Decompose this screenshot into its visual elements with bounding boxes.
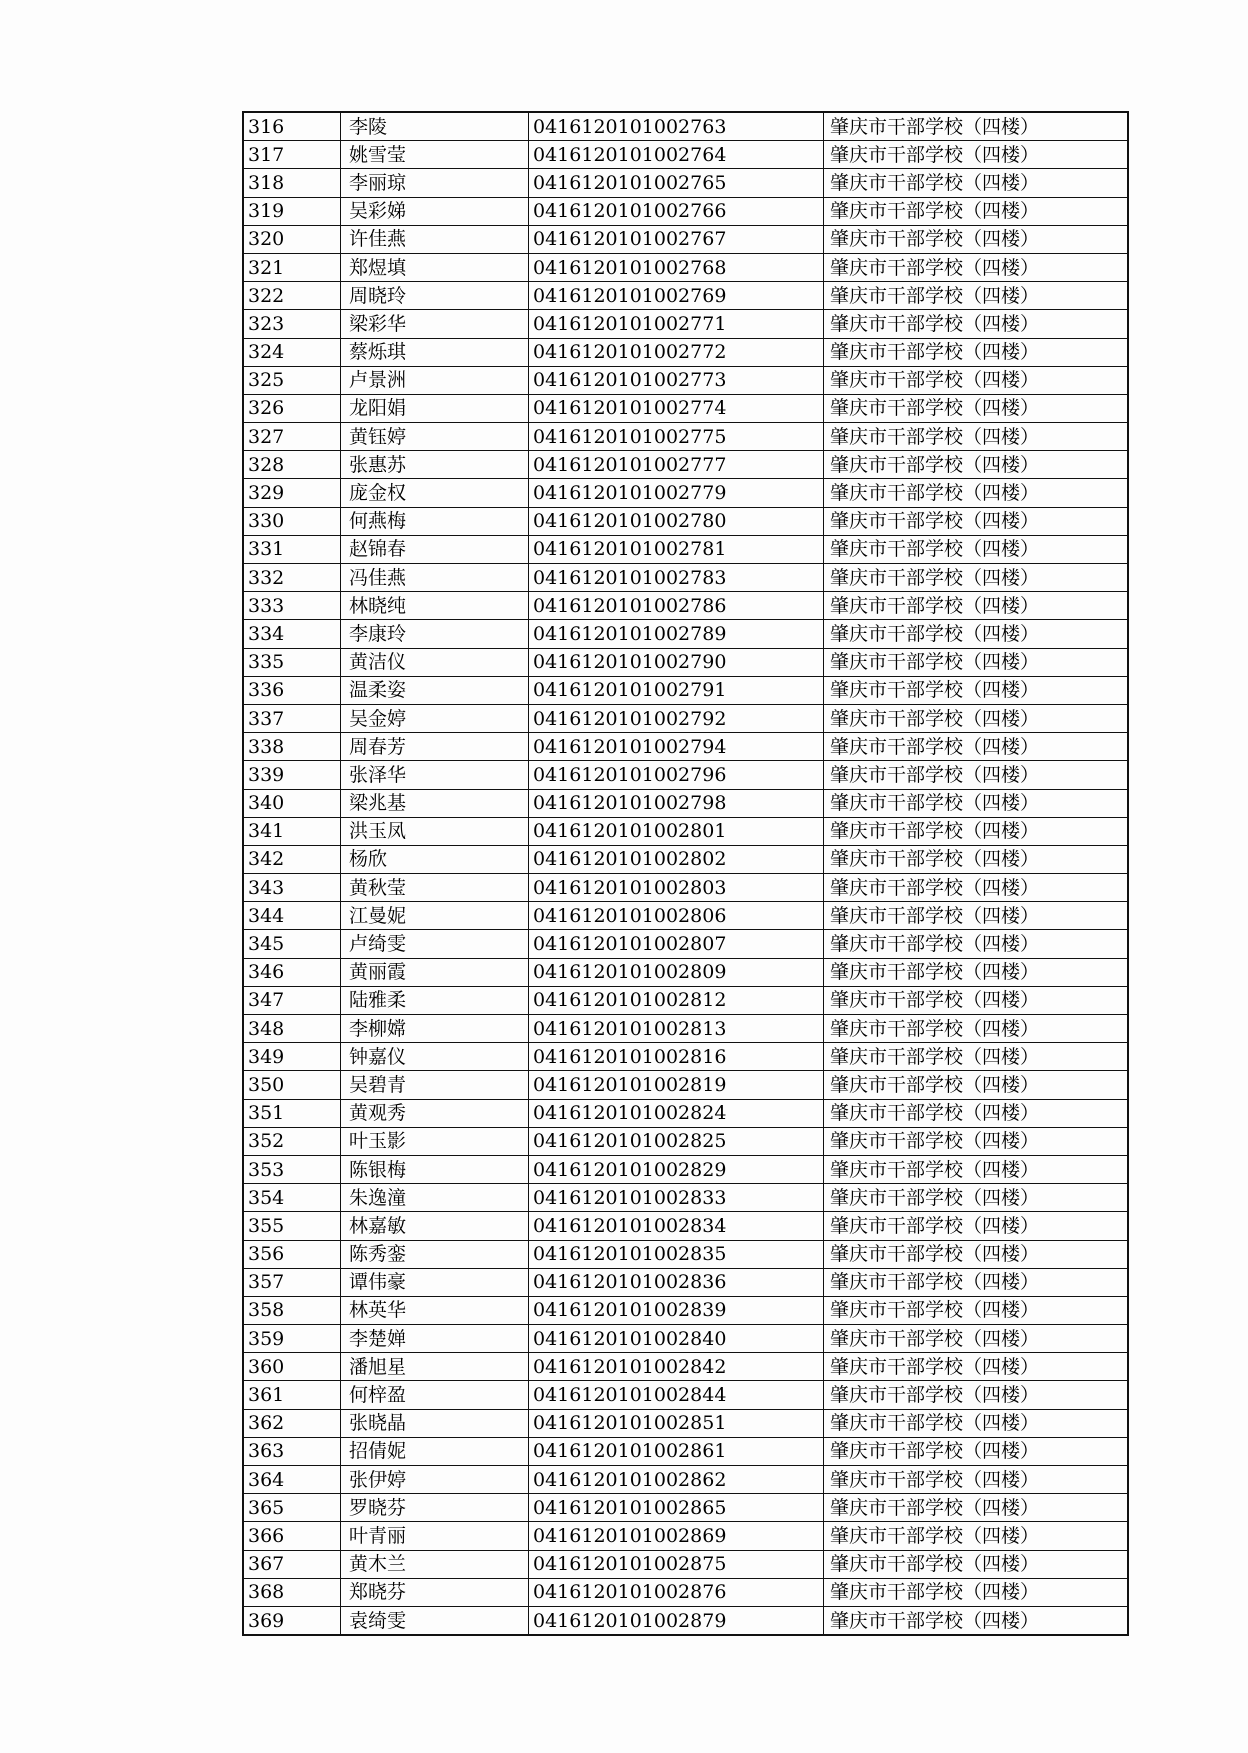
candidate-id: 0416120101002780 <box>529 507 824 535</box>
row-number: 322 <box>243 282 341 310</box>
row-number: 347 <box>243 986 341 1014</box>
exam-site: 肇庆市干部学校（四楼） <box>824 1015 1129 1043</box>
candidate-id: 0416120101002875 <box>529 1550 824 1578</box>
exam-site: 肇庆市干部学校（四楼） <box>824 169 1129 197</box>
table-row <box>243 930 1128 958</box>
candidate-id: 0416120101002790 <box>529 648 824 676</box>
candidate-name: 林嘉敏 <box>341 1212 529 1240</box>
row-number: 330 <box>243 507 341 535</box>
table-row <box>243 253 1128 281</box>
exam-site: 肇庆市干部学校（四楼） <box>824 1127 1129 1155</box>
roster-body <box>243 112 1128 1635</box>
table-row <box>243 1043 1128 1071</box>
candidate-id: 0416120101002851 <box>529 1409 824 1437</box>
exam-site: 肇庆市干部学校（四楼） <box>824 902 1129 930</box>
table-row <box>243 733 1128 761</box>
table-row <box>243 1522 1128 1550</box>
row-number: 361 <box>243 1381 341 1409</box>
row-number: 360 <box>243 1353 341 1381</box>
row-number: 357 <box>243 1268 341 1296</box>
candidate-id: 0416120101002865 <box>529 1494 824 1522</box>
exam-site: 肇庆市干部学校（四楼） <box>824 366 1129 394</box>
candidate-id: 0416120101002798 <box>529 789 824 817</box>
exam-site: 肇庆市干部学校（四楼） <box>824 1466 1129 1494</box>
row-number: 340 <box>243 789 341 817</box>
candidate-id: 0416120101002801 <box>529 817 824 845</box>
exam-site: 肇庆市干部学校（四楼） <box>824 1325 1129 1353</box>
candidate-id: 0416120101002769 <box>529 282 824 310</box>
row-number: 350 <box>243 1071 341 1099</box>
candidate-name: 黄观秀 <box>341 1099 529 1127</box>
candidate-name: 许佳燕 <box>341 225 529 253</box>
row-number: 328 <box>243 451 341 479</box>
candidate-name: 赵锦春 <box>341 535 529 563</box>
exam-site: 肇庆市干部学校（四楼） <box>824 141 1129 169</box>
table-row <box>243 1071 1128 1099</box>
table-row <box>243 1184 1128 1212</box>
exam-site: 肇庆市干部学校（四楼） <box>824 1212 1129 1240</box>
candidate-name: 梁彩华 <box>341 310 529 338</box>
candidate-name: 庞金权 <box>341 479 529 507</box>
row-number: 346 <box>243 958 341 986</box>
row-number: 364 <box>243 1466 341 1494</box>
row-number: 362 <box>243 1409 341 1437</box>
table-row <box>243 1466 1128 1494</box>
row-number: 317 <box>243 141 341 169</box>
table-row <box>243 817 1128 845</box>
candidate-name: 林晓纯 <box>341 592 529 620</box>
candidate-name: 郑煜填 <box>341 253 529 281</box>
candidate-name: 朱逸潼 <box>341 1184 529 1212</box>
table-row <box>243 789 1128 817</box>
exam-site: 肇庆市干部学校（四楼） <box>824 423 1129 451</box>
candidate-id: 0416120101002819 <box>529 1071 824 1099</box>
table-row <box>243 423 1128 451</box>
exam-site: 肇庆市干部学校（四楼） <box>824 620 1129 648</box>
candidate-name: 卢绮雯 <box>341 930 529 958</box>
exam-site: 肇庆市干部学校（四楼） <box>824 1550 1129 1578</box>
candidate-name: 李康玲 <box>341 620 529 648</box>
candidate-name: 洪玉凤 <box>341 817 529 845</box>
candidate-id: 0416120101002812 <box>529 986 824 1014</box>
row-number: 318 <box>243 169 341 197</box>
row-number: 342 <box>243 845 341 873</box>
candidate-id: 0416120101002772 <box>529 338 824 366</box>
table-row <box>243 225 1128 253</box>
candidate-name: 招倩妮 <box>341 1437 529 1465</box>
candidate-name: 黄钰婷 <box>341 423 529 451</box>
table-row <box>243 1494 1128 1522</box>
exam-site: 肇庆市干部学校（四楼） <box>824 1155 1129 1183</box>
candidate-id: 0416120101002792 <box>529 704 824 732</box>
row-number: 343 <box>243 874 341 902</box>
exam-site: 肇庆市干部学校（四楼） <box>824 1071 1129 1099</box>
candidate-id: 0416120101002835 <box>529 1240 824 1268</box>
exam-site: 肇庆市干部学校（四楼） <box>824 451 1129 479</box>
exam-site: 肇庆市干部学校（四楼） <box>824 845 1129 873</box>
candidate-name: 黄木兰 <box>341 1550 529 1578</box>
row-number: 358 <box>243 1296 341 1324</box>
table-row <box>243 451 1128 479</box>
table-row <box>243 648 1128 676</box>
candidate-name: 陈银梅 <box>341 1155 529 1183</box>
table-row <box>243 874 1128 902</box>
candidate-id: 0416120101002764 <box>529 141 824 169</box>
row-number: 332 <box>243 564 341 592</box>
candidate-name: 黄秋莹 <box>341 874 529 902</box>
exam-site: 肇庆市干部学校（四楼） <box>824 225 1129 253</box>
row-number: 369 <box>243 1606 341 1635</box>
candidate-id: 0416120101002775 <box>529 423 824 451</box>
exam-site: 肇庆市干部学校（四楼） <box>824 564 1129 592</box>
exam-site: 肇庆市干部学校（四楼） <box>824 1494 1129 1522</box>
table-row <box>243 535 1128 563</box>
candidate-name: 周春芳 <box>341 733 529 761</box>
table-row <box>243 845 1128 873</box>
exam-site: 肇庆市干部学校（四楼） <box>824 648 1129 676</box>
row-number: 327 <box>243 423 341 451</box>
candidate-name: 李丽琼 <box>341 169 529 197</box>
table-row <box>243 1550 1128 1578</box>
table-row <box>243 958 1128 986</box>
table-row <box>243 394 1128 422</box>
table-row <box>243 704 1128 732</box>
table-row <box>243 676 1128 704</box>
candidate-name: 吴彩娣 <box>341 197 529 225</box>
candidate-id: 0416120101002825 <box>529 1127 824 1155</box>
table-row <box>243 1155 1128 1183</box>
table-row <box>243 1437 1128 1465</box>
candidate-id: 0416120101002807 <box>529 930 824 958</box>
exam-site: 肇庆市干部学校（四楼） <box>824 1296 1129 1324</box>
table-row <box>243 1015 1128 1043</box>
row-number: 336 <box>243 676 341 704</box>
candidate-id: 0416120101002813 <box>529 1015 824 1043</box>
row-number: 339 <box>243 761 341 789</box>
table-row <box>243 592 1128 620</box>
candidate-id: 0416120101002844 <box>529 1381 824 1409</box>
candidate-id: 0416120101002836 <box>529 1268 824 1296</box>
candidate-name: 冯佳燕 <box>341 564 529 592</box>
table-row <box>243 1353 1128 1381</box>
row-number: 367 <box>243 1550 341 1578</box>
row-number: 319 <box>243 197 341 225</box>
row-number: 337 <box>243 704 341 732</box>
exam-site: 肇庆市干部学校（四楼） <box>824 253 1129 281</box>
row-number: 351 <box>243 1099 341 1127</box>
row-number: 323 <box>243 310 341 338</box>
table-row <box>243 1578 1128 1606</box>
row-number: 365 <box>243 1494 341 1522</box>
row-number: 325 <box>243 366 341 394</box>
table-row <box>243 1381 1128 1409</box>
candidate-id: 0416120101002796 <box>529 761 824 789</box>
candidate-name: 李楚婵 <box>341 1325 529 1353</box>
row-number: 333 <box>243 592 341 620</box>
exam-site: 肇庆市干部学校（四楼） <box>824 761 1129 789</box>
candidate-name: 姚雪莹 <box>341 141 529 169</box>
candidate-id: 0416120101002773 <box>529 366 824 394</box>
table-row <box>243 1127 1128 1155</box>
exam-site: 肇庆市干部学校（四楼） <box>824 507 1129 535</box>
exam-site: 肇庆市干部学校（四楼） <box>824 338 1129 366</box>
candidate-id: 0416120101002869 <box>529 1522 824 1550</box>
row-number: 345 <box>243 930 341 958</box>
row-number: 368 <box>243 1578 341 1606</box>
candidate-name: 郑晓芬 <box>341 1578 529 1606</box>
row-number: 363 <box>243 1437 341 1465</box>
candidate-id: 0416120101002829 <box>529 1155 824 1183</box>
row-number: 353 <box>243 1155 341 1183</box>
row-number: 338 <box>243 733 341 761</box>
row-number: 321 <box>243 253 341 281</box>
table-row <box>243 620 1128 648</box>
table-row <box>243 112 1128 141</box>
table-row <box>243 902 1128 930</box>
table-row <box>243 1268 1128 1296</box>
candidate-name: 龙阳娟 <box>341 394 529 422</box>
row-number: 354 <box>243 1184 341 1212</box>
exam-site: 肇庆市干部学校（四楼） <box>824 197 1129 225</box>
table-row <box>243 169 1128 197</box>
row-number: 320 <box>243 225 341 253</box>
candidate-id: 0416120101002767 <box>529 225 824 253</box>
exam-site: 肇庆市干部学校（四楼） <box>824 1268 1129 1296</box>
candidate-id: 0416120101002839 <box>529 1296 824 1324</box>
row-number: 355 <box>243 1212 341 1240</box>
candidate-name: 梁兆基 <box>341 789 529 817</box>
candidate-name: 卢景洲 <box>341 366 529 394</box>
row-number: 334 <box>243 620 341 648</box>
exam-site: 肇庆市干部学校（四楼） <box>824 592 1129 620</box>
row-number: 324 <box>243 338 341 366</box>
row-number: 341 <box>243 817 341 845</box>
row-number: 352 <box>243 1127 341 1155</box>
candidate-id: 0416120101002802 <box>529 845 824 873</box>
candidate-id: 0416120101002774 <box>529 394 824 422</box>
candidate-id: 0416120101002809 <box>529 958 824 986</box>
table-row <box>243 564 1128 592</box>
exam-site: 肇庆市干部学校（四楼） <box>824 1184 1129 1212</box>
candidate-name: 杨欣 <box>341 845 529 873</box>
candidate-name: 林英华 <box>341 1296 529 1324</box>
candidate-id: 0416120101002777 <box>529 451 824 479</box>
table-row <box>243 1409 1128 1437</box>
candidate-id: 0416120101002786 <box>529 592 824 620</box>
table-row <box>243 986 1128 1014</box>
candidate-name: 张晓晶 <box>341 1409 529 1437</box>
table-row <box>243 1099 1128 1127</box>
exam-site: 肇庆市干部学校（四楼） <box>824 874 1129 902</box>
candidate-id: 0416120101002824 <box>529 1099 824 1127</box>
candidate-id: 0416120101002765 <box>529 169 824 197</box>
candidate-id: 0416120101002791 <box>529 676 824 704</box>
exam-site: 肇庆市干部学校（四楼） <box>824 394 1129 422</box>
exam-site: 肇庆市干部学校（四楼） <box>824 676 1129 704</box>
candidate-name: 袁绮雯 <box>341 1606 529 1635</box>
candidate-id: 0416120101002789 <box>529 620 824 648</box>
candidate-id: 0416120101002803 <box>529 874 824 902</box>
table-row <box>243 310 1128 338</box>
exam-site: 肇庆市干部学校（四楼） <box>824 986 1129 1014</box>
row-number: 366 <box>243 1522 341 1550</box>
row-number: 326 <box>243 394 341 422</box>
candidate-name: 何燕梅 <box>341 507 529 535</box>
candidate-id: 0416120101002794 <box>529 733 824 761</box>
exam-site: 肇庆市干部学校（四楼） <box>824 112 1129 141</box>
exam-site: 肇庆市干部学校（四楼） <box>824 1043 1129 1071</box>
candidate-id: 0416120101002816 <box>529 1043 824 1071</box>
candidate-id: 0416120101002806 <box>529 902 824 930</box>
candidate-id: 0416120101002779 <box>529 479 824 507</box>
candidate-name: 黄丽霞 <box>341 958 529 986</box>
candidate-name: 黄洁仪 <box>341 648 529 676</box>
exam-site: 肇庆市干部学校（四楼） <box>824 704 1129 732</box>
candidate-name: 钟嘉仪 <box>341 1043 529 1071</box>
exam-site: 肇庆市干部学校（四楼） <box>824 282 1129 310</box>
candidate-name: 罗晓芬 <box>341 1494 529 1522</box>
candidate-id: 0416120101002842 <box>529 1353 824 1381</box>
candidate-name: 何梓盈 <box>341 1381 529 1409</box>
exam-site: 肇庆市干部学校（四楼） <box>824 1578 1129 1606</box>
exam-site: 肇庆市干部学校（四楼） <box>824 733 1129 761</box>
candidate-name: 周晓玲 <box>341 282 529 310</box>
exam-site: 肇庆市干部学校（四楼） <box>824 930 1129 958</box>
table-row <box>243 338 1128 366</box>
exam-site: 肇庆市干部学校（四楼） <box>824 1381 1129 1409</box>
exam-site: 肇庆市干部学校（四楼） <box>824 1240 1129 1268</box>
candidate-name: 叶玉影 <box>341 1127 529 1155</box>
candidate-name: 江曼妮 <box>341 902 529 930</box>
candidate-id: 0416120101002833 <box>529 1184 824 1212</box>
candidate-id: 0416120101002834 <box>529 1212 824 1240</box>
row-number: 335 <box>243 648 341 676</box>
row-number: 331 <box>243 535 341 563</box>
exam-site: 肇庆市干部学校（四楼） <box>824 1522 1129 1550</box>
table-row <box>243 1240 1128 1268</box>
exam-site: 肇庆市干部学校（四楼） <box>824 817 1129 845</box>
candidate-id: 0416120101002783 <box>529 564 824 592</box>
row-number: 344 <box>243 902 341 930</box>
candidate-id: 0416120101002766 <box>529 197 824 225</box>
row-number: 329 <box>243 479 341 507</box>
exam-site: 肇庆市干部学校（四楼） <box>824 1606 1129 1635</box>
exam-site: 肇庆市干部学校（四楼） <box>824 1437 1129 1465</box>
table-row <box>243 141 1128 169</box>
candidate-name: 李陵 <box>341 112 529 141</box>
candidate-name: 张惠苏 <box>341 451 529 479</box>
candidate-id: 0416120101002763 <box>529 112 824 141</box>
table-row <box>243 761 1128 789</box>
candidate-name: 吴碧青 <box>341 1071 529 1099</box>
table-row <box>243 366 1128 394</box>
table-row <box>243 1325 1128 1353</box>
candidate-id: 0416120101002840 <box>529 1325 824 1353</box>
row-number: 316 <box>243 112 341 141</box>
table-row <box>243 282 1128 310</box>
table-row <box>243 197 1128 225</box>
exam-site: 肇庆市干部学校（四楼） <box>824 535 1129 563</box>
table-row <box>243 1606 1128 1635</box>
exam-site: 肇庆市干部学校（四楼） <box>824 1099 1129 1127</box>
candidate-name: 叶青丽 <box>341 1522 529 1550</box>
row-number: 359 <box>243 1325 341 1353</box>
exam-roster-table <box>242 111 1129 1636</box>
candidate-name: 张泽华 <box>341 761 529 789</box>
candidate-name: 张伊婷 <box>341 1466 529 1494</box>
candidate-id: 0416120101002861 <box>529 1437 824 1465</box>
exam-site: 肇庆市干部学校（四楼） <box>824 1409 1129 1437</box>
candidate-name: 李柳嫦 <box>341 1015 529 1043</box>
exam-site: 肇庆市干部学校（四楼） <box>824 789 1129 817</box>
table-row <box>243 479 1128 507</box>
candidate-id: 0416120101002768 <box>529 253 824 281</box>
candidate-name: 潘旭星 <box>341 1353 529 1381</box>
exam-site: 肇庆市干部学校（四楼） <box>824 479 1129 507</box>
candidate-name: 谭伟豪 <box>341 1268 529 1296</box>
candidate-id: 0416120101002876 <box>529 1578 824 1606</box>
table-row <box>243 1296 1128 1324</box>
row-number: 356 <box>243 1240 341 1268</box>
candidate-name: 蔡烁琪 <box>341 338 529 366</box>
candidate-name: 陈秀銮 <box>341 1240 529 1268</box>
candidate-id: 0416120101002862 <box>529 1466 824 1494</box>
table-row <box>243 1212 1128 1240</box>
table-row <box>243 507 1128 535</box>
exam-site: 肇庆市干部学校（四楼） <box>824 1353 1129 1381</box>
exam-site: 肇庆市干部学校（四楼） <box>824 310 1129 338</box>
candidate-name: 陆雅柔 <box>341 986 529 1014</box>
candidate-name: 吴金婷 <box>341 704 529 732</box>
candidate-name: 温柔姿 <box>341 676 529 704</box>
exam-site: 肇庆市干部学校（四楼） <box>824 958 1129 986</box>
candidate-id: 0416120101002781 <box>529 535 824 563</box>
row-number: 348 <box>243 1015 341 1043</box>
candidate-id: 0416120101002771 <box>529 310 824 338</box>
candidate-id: 0416120101002879 <box>529 1606 824 1635</box>
row-number: 349 <box>243 1043 341 1071</box>
